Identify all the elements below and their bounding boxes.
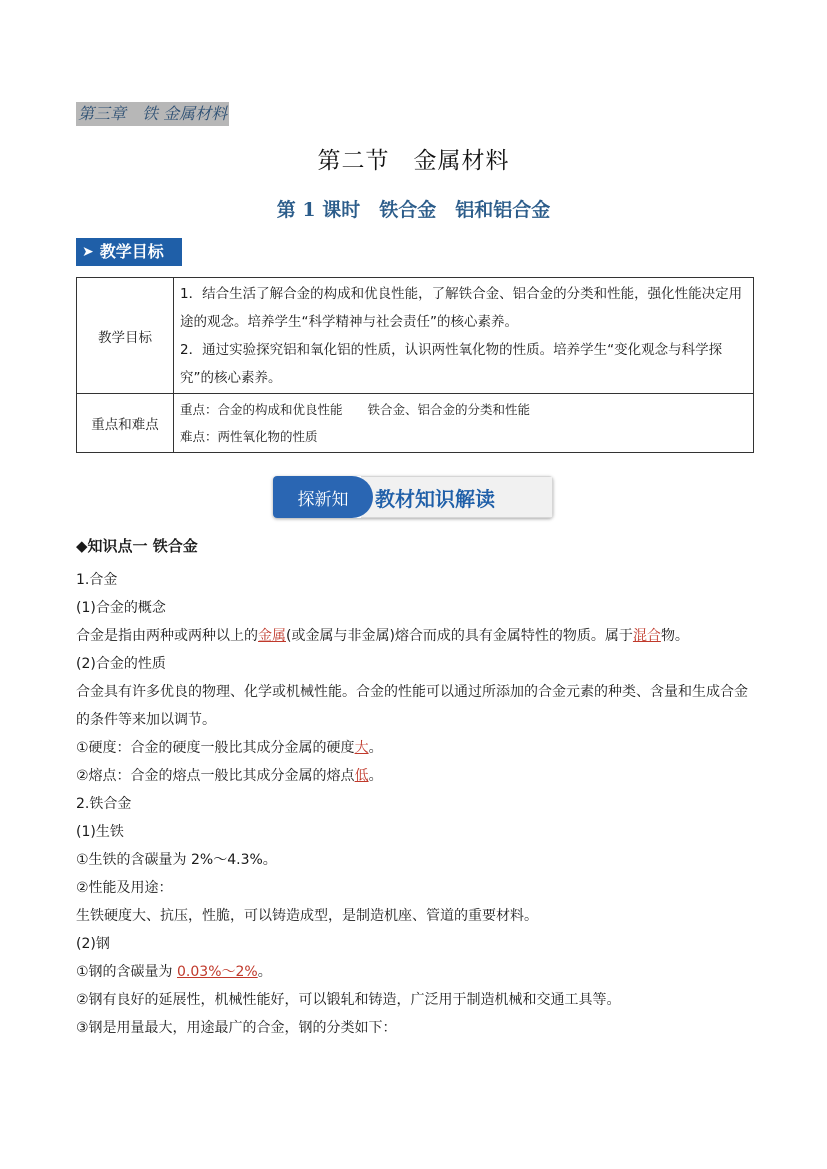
table-row	[77, 394, 754, 453]
arrow-right-icon: ➤	[82, 244, 94, 260]
text: ①钢的含碳量为	[76, 964, 178, 980]
subheading-properties: (2)合金的性质	[76, 656, 166, 672]
paragraph-hardness	[76, 734, 756, 762]
paragraph-steel-carbon	[76, 958, 756, 986]
paragraph-pig-iron-carbon: ①生铁的含碳量为 2%～4.3%。	[76, 852, 277, 868]
text: ①硬度：合金的硬度一般比其成分金属的硬度	[76, 740, 355, 756]
chapter-label: 第三章 铁 金属材料	[76, 102, 229, 126]
heading-iron-alloy: 2.铁合金	[76, 796, 132, 812]
teaching-goals-tag	[76, 238, 182, 266]
heading-alloy: 1.合金	[76, 572, 118, 588]
answer-blank: 混合	[632, 628, 661, 644]
answer-blank: 大	[354, 740, 369, 756]
key-point-line: 重点：合金的构成和优良性能 铁合金、铝合金的分类和性能	[180, 402, 531, 417]
knowledge-point-title: ◆知识点一 铁合金	[76, 537, 198, 555]
section-title: 第二节 金属材料	[317, 148, 510, 174]
row-content	[174, 394, 754, 453]
paragraph-steel-classification: ③钢是用量最大，用途最广的合金，钢的分类如下：	[76, 1020, 397, 1036]
section-banner	[273, 476, 553, 518]
subheading-steel: (2)钢	[76, 936, 110, 952]
paragraph-properties: 合金具有许多优良的物理、化学或机械性能。合金的性能可以通过所添加的合金元素的种类、含量和生成合金的条件等来加以调节。	[76, 684, 748, 728]
goal-line: 1．结合生活了解合金的构成和优良性能，了解铁合金、铝合金的分类和性能，强化性能决定用途的观念。培养学生“科学精神与社会责任”的核心素养。	[180, 285, 743, 330]
teaching-goals-tag-label: 教学目标	[99, 242, 164, 261]
text: 。	[368, 740, 383, 756]
paragraph-pig-iron-uses: 生铁硬度大、抗压，性脆，可以铸造成型，是制造机座、管道的重要材料。	[76, 908, 538, 924]
row-label: 重点和难点	[77, 394, 174, 453]
goals-table	[76, 277, 754, 453]
text: 合金是指由两种或两种以上的	[76, 628, 258, 644]
body-content	[76, 566, 756, 1042]
text: 。	[368, 768, 383, 784]
paragraph-melting-point	[76, 762, 756, 790]
answer-blank: 低	[354, 768, 369, 784]
answer-blank: 0.03%～2%	[177, 964, 258, 980]
paragraph-concept	[76, 622, 756, 650]
banner-left: 探新知	[273, 476, 373, 518]
paragraph-pig-iron-uses-label: ②性能及用途：	[76, 880, 173, 896]
difficulty-line: 难点：两性氧化物的性质	[180, 429, 318, 444]
answer-blank: 金属	[258, 628, 286, 644]
paragraph-steel-properties: ②钢有良好的延展性，机械性能好，可以锻轧和铸造，广泛用于制造机械和交通工具等。	[76, 992, 621, 1008]
subheading-pig-iron: (1)生铁	[76, 824, 124, 840]
text: (或金属与非金属)熔合而成的具有金属特性的物质。属于	[286, 628, 633, 644]
text: 物。	[660, 628, 689, 644]
text: ②熔点：合金的熔点一般比其成分金属的熔点	[76, 768, 355, 784]
goal-line: 2．通过实验探究铝和氧化铝的性质，认识两性氧化物的性质。培养学生“变化观念与科学探究”的核心素养。	[180, 341, 723, 386]
row-content	[174, 278, 754, 394]
subheading-concept: (1)合金的概念	[76, 600, 166, 616]
row-label: 教学目标	[77, 278, 174, 394]
text: 。	[257, 964, 272, 980]
lesson-title: 第 1 课时 铁合金 铝和铝合金	[276, 199, 551, 221]
table-row	[77, 278, 754, 394]
banner-right: 教材知识解读	[361, 476, 553, 518]
